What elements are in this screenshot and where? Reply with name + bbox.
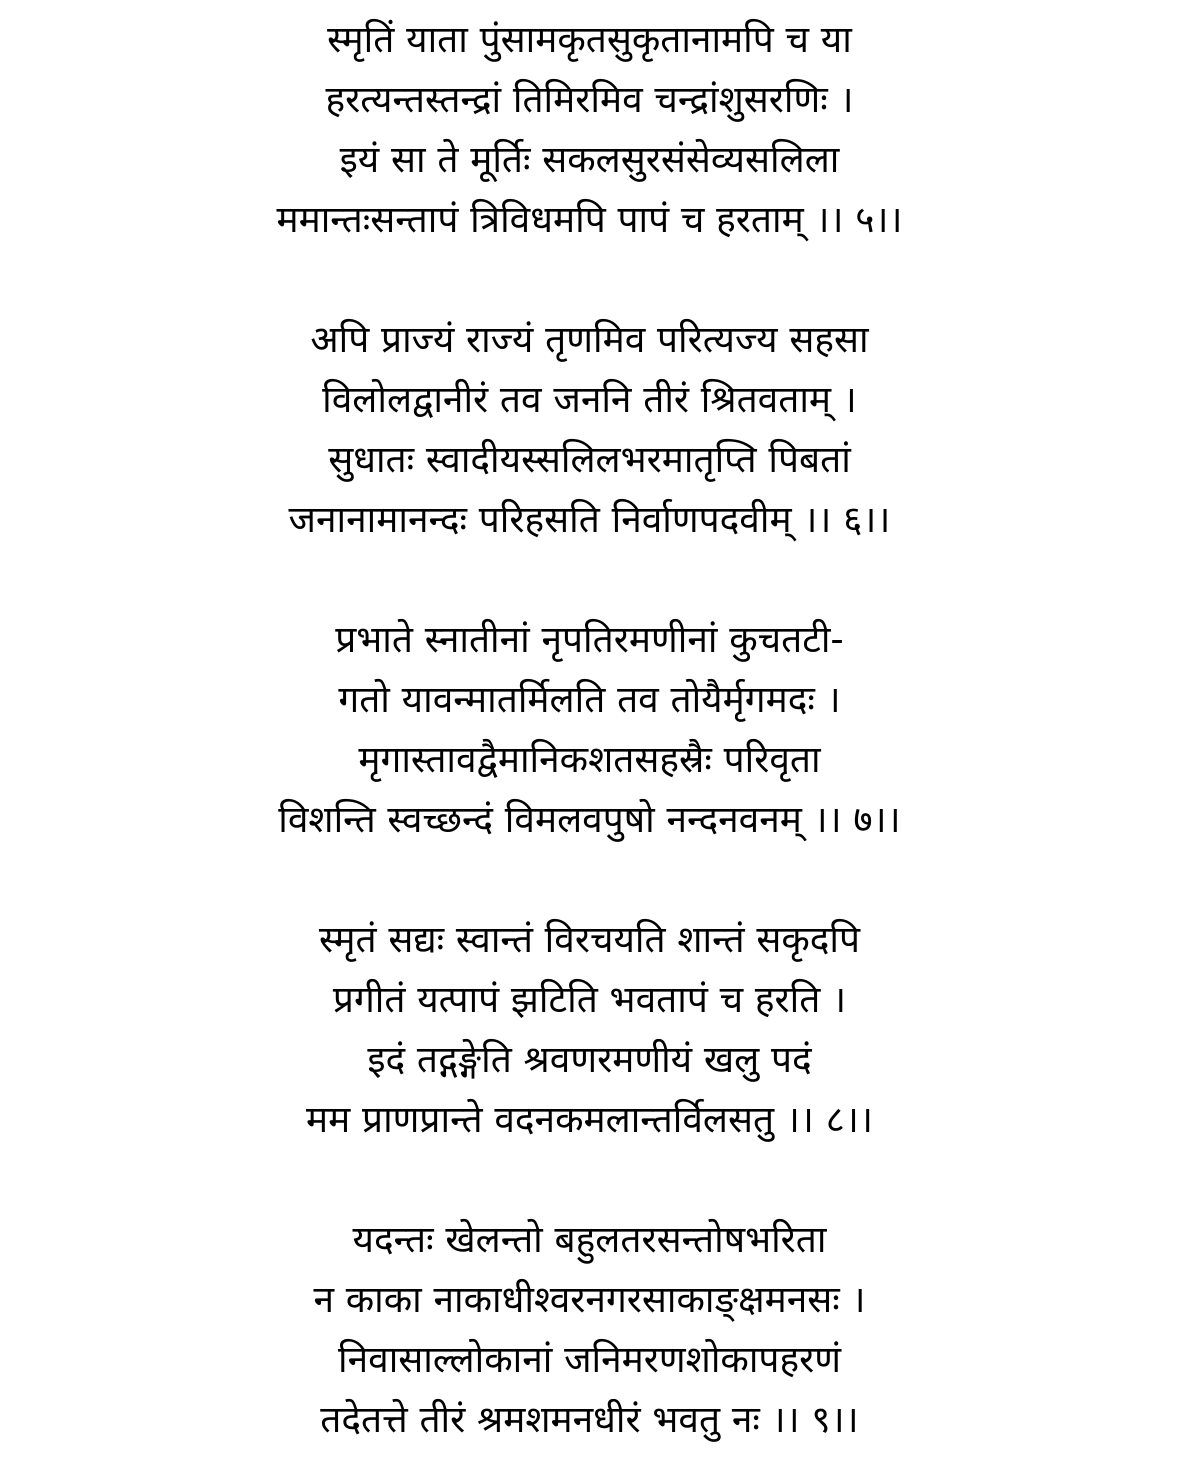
verse-line: सुधातः स्वादीयस्सलिलभरमातृप्ति पिबतां xyxy=(328,438,851,481)
verse-line: प्रगीतं यत्पापं झटिति भवतापं च हरति । xyxy=(332,978,847,1021)
verse-9 xyxy=(0,1210,1179,1450)
verse-line: विशन्ति स्वच्छन्दं विमलवपुषो नन्दनवनम् ।। ७।। xyxy=(278,798,901,841)
verse-line: इयं सा ते मूर्तिः सकलसुरसंसेव्यसलिला xyxy=(339,138,840,181)
verse-line: अपि प्राज्यं राज्यं तृणमिव परित्यज्य सहसा xyxy=(310,318,869,361)
verse-7 xyxy=(0,610,1179,850)
verse-line: यदन्तः खेलन्तो बहुलतरसन्तोषभरिता xyxy=(352,1218,827,1261)
verse-8 xyxy=(0,910,1179,1150)
verse-line: हरत्यन्तस्तन्द्रां तिमिरमिव चन्द्रांशुसरणिः । xyxy=(325,78,854,121)
verse-line: निवासाल्लोकानां जनिमरणशोकापहरणं xyxy=(338,1338,841,1381)
verse-line: स्मृतं सद्यः स्वान्तं विरचयति शान्तं सकृदपि xyxy=(318,918,861,961)
verse-line: स्मृतिं याता पुंसामकृतसुकृतानामपि च या xyxy=(327,18,852,61)
verse-line: गतो यावन्मातर्मिलति तव तोयैर्मृगमदः । xyxy=(338,678,841,721)
verse-line: इदं तद्गङ्गेति श्रवणरमणीयं खलु पदं xyxy=(367,1038,812,1081)
verse-6 xyxy=(0,310,1179,550)
verse-line: मम प्राणप्रान्ते वदनकमलान्तर्विलसतु ।। ८।। xyxy=(306,1098,873,1141)
verse-line: न काका नाकाधीश्वरनगरसाकाङ्क्षमनसः । xyxy=(313,1278,866,1321)
verse-line: ममान्तःसन्तापं त्रिविधमपि पापं च हरताम् ।। ५।। xyxy=(276,198,903,241)
verse-line: प्रभाते स्नातीनां नृपतिरमणीनां कुचतटी- xyxy=(335,618,844,661)
verse-line: मृगास्तावद्वैमानिकशतसहस्रैः परिवृता xyxy=(358,738,821,781)
verse-line: जनानामानन्दः परिहसति निर्वाणपदवीम् ।। ६।। xyxy=(288,498,891,541)
verse-5 xyxy=(0,10,1179,250)
verse-line: तदेतत्ते तीरं श्रमशमनधीरं भवतु नः ।। ९।। xyxy=(320,1398,859,1441)
verse-line: विलोलद्वानीरं तव जननि तीरं श्रितवताम् । xyxy=(322,378,857,421)
